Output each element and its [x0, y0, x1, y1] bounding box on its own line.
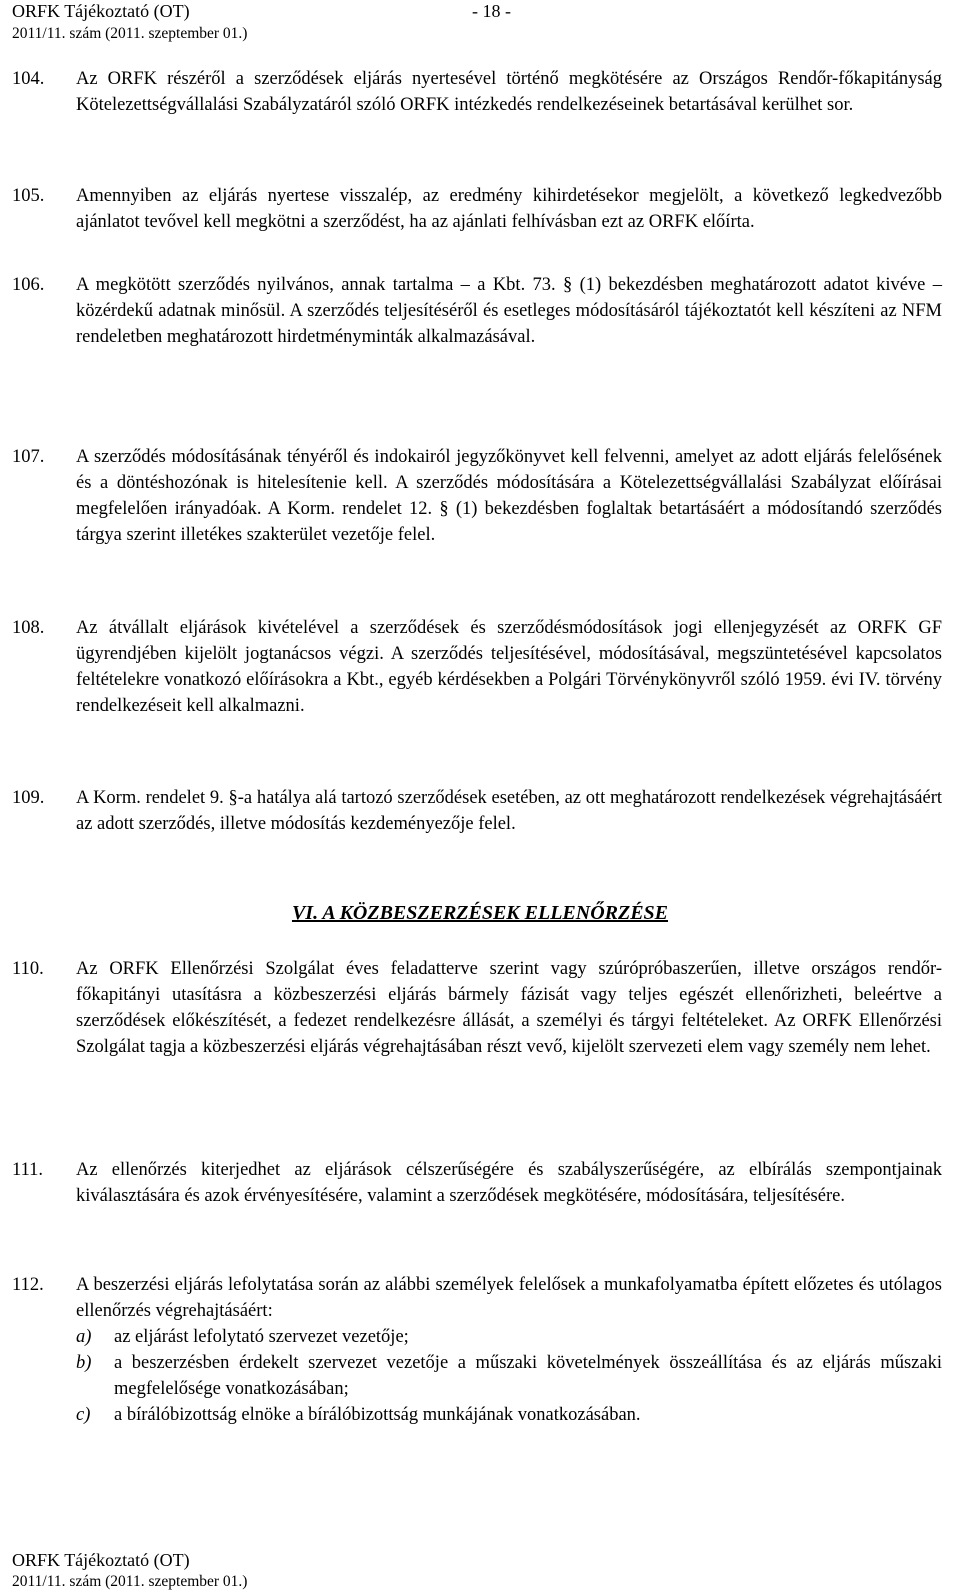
paragraph-number: 106.	[12, 275, 45, 295]
paragraph-text: Az ORFK Ellenőrzési Szolgálat éves feladatterve szerint vagy szúrópróbaszerűen, illetve országos rendőr-főkapitányi utasításra a közbeszerzési eljárás bármely fázisát vagy teljes egészét ellenőrizheti, beleértve a szerződések előkészítését, a fedezet rendelkezésre állását, a személyi és tárgyi feltételeket. Az ORFK Ellenőrzési Szolgálat tagja a közbeszerzési eljárás végrehajtásában részt vevő, kijelölt szervezeti elem vagy személy nem lehet.	[76, 959, 942, 1057]
paragraph-number: 104.	[12, 69, 45, 89]
list-label: b)	[76, 1353, 92, 1373]
header-publication: ORFK Tájékoztató (OT)	[12, 1, 190, 21]
paragraph-105	[12, 183, 942, 235]
paragraph-text: A Korm. rendelet 9. §-a hatálya alá tartozó szerződések esetében, az ott meghatározott rendelkezések végrehajtásáért az adott szerződés, illetve módosítás kezdeményezője felel.	[76, 788, 942, 834]
paragraph-109	[12, 785, 942, 837]
list-label: a)	[76, 1327, 92, 1347]
paragraph-text	[76, 1272, 942, 1428]
paragraph-107	[12, 444, 942, 548]
paragraph-106	[12, 272, 942, 350]
section-title-text: VI. A KÖZBESZERZÉSEK ELLENŐRZÉSE	[291, 902, 669, 924]
paragraph-text: A szerződés módosításának tényéről és indokairól jegyzőkönyvet kell felvenni, amelyet az adott eljárás felelősének és a döntéshozónak is hitelesítenie kell. A szerződés módosítására a Kötelezettségvállalási Szabályzat előírásai megfelelően irányadóak. A Korm. rendelet 12. § (1) bekezdésben foglaltak betartásáért a módosítandó szerződés tárgya szerint illetékes szakterület vezetője felel.	[76, 447, 942, 545]
list-item-c	[76, 1402, 942, 1428]
paragraph-108	[12, 615, 942, 719]
paragraph-text: Az ellenőrzés kiterjedhet az eljárások célszerűségére és szabályszerűségére, az elbírálás szempontjainak kiválasztására és azok érvényesítésére, valamint a szerződések megkötésére, módosítására, teljesítésére.	[76, 1160, 942, 1206]
footer-issue: 2011/11. szám (2011. szeptember 01.)	[12, 1573, 248, 1590]
page-number: - 18 -	[472, 1, 511, 21]
paragraph-number: 107.	[12, 447, 45, 467]
paragraph-111	[12, 1157, 942, 1209]
paragraph-text: Az ORFK részéről a szerződések eljárás nyertesével történő megkötésére az Országos Rendőr-főkapitányság Kötelezettségvállalási Szabályzatáról szóló ORFK intézkedés rendelkezéseinek betartásával kerülhet sor.	[76, 69, 942, 115]
list-text: az eljárást lefolytató szervezet vezetője;	[114, 1327, 409, 1347]
list-item-b	[76, 1350, 942, 1402]
paragraph-112	[12, 1272, 942, 1428]
paragraph-104	[12, 66, 942, 118]
paragraph-number: 111.	[12, 1160, 44, 1180]
paragraph-number: 109.	[12, 788, 45, 808]
list-text: a beszerzésben érdekelt szervezet vezetője a műszaki követelmények összeállítása és az eljárás műszaki megfelelősége vonatkozásában;	[114, 1353, 942, 1399]
paragraph-number: 110.	[12, 959, 44, 979]
paragraph-text: A megkötött szerződés nyilvános, annak tartalma – a Kbt. 73. § (1) bekezdésben meghatározott adatot kivéve – közérdekű adatnak minősül. A szerződés teljesítéséről és esetleges módosításáról tájékoztatót kell készíteni az NFM rendeletben meghatározott hirdetményminták alkalmazásával.	[76, 275, 942, 347]
list-label: c)	[76, 1405, 91, 1425]
paragraph-number: 108.	[12, 618, 45, 638]
paragraph-intro: A beszerzési eljárás lefolytatása során az alábbi személyek felelősek a munkafolyamatba épített előzetes és utólagos ellenőrzés végrehajtásáért:	[76, 1275, 942, 1321]
list-item-a	[76, 1324, 942, 1350]
section-title	[0, 899, 960, 927]
header-issue: 2011/11. szám (2011. szeptember 01.)	[12, 25, 248, 42]
paragraph-text: Az átvállalt eljárások kivételével a szerződések és szerződésmódosítások jogi ellenjegyzését az ORFK GF ügyrendjében kijelölt jogtanácsos végzi. A szerződés teljesítésével, módosításával, megszüntetésével kapcsolatos feltételekre vonatkozó előírásokra a Kbt., egyéb kérdésekben a Polgári Törvénykönyvről szóló 1959. évi IV. törvény rendelkezéseit kell alkalmazni.	[76, 618, 942, 716]
footer-publication: ORFK Tájékoztató (OT)	[12, 1550, 190, 1570]
paragraph-number: 105.	[12, 186, 45, 206]
paragraph-text: Amennyiben az eljárás nyertese visszalép, az eredmény kihirdetésekor megjelölt, a következő legkedvezőbb ajánlatot tevővel kell megkötni a szerződést, ha az ajánlati felhívásban ezt az ORFK előírta.	[76, 186, 942, 232]
paragraph-110	[12, 956, 942, 1060]
list-text: a bírálóbizottság elnöke a bírálóbizottság munkájának vonatkozásában.	[114, 1405, 641, 1425]
paragraph-number: 112.	[12, 1275, 44, 1295]
